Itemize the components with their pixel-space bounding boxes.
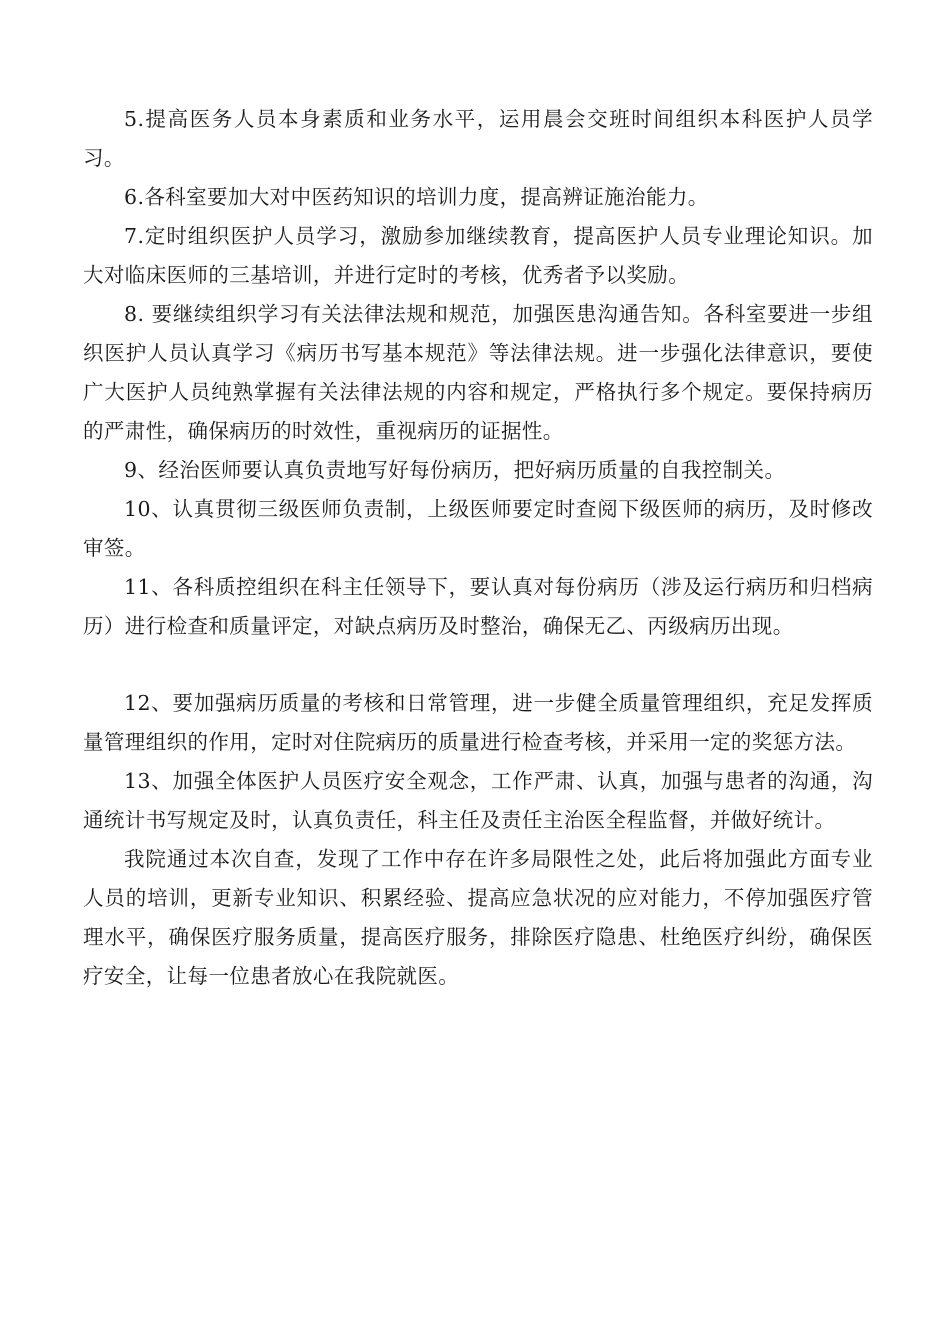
paragraph-item-10: 10、认真贯彻三级医师负责制，上级医师要定时查阅下级医师的病历，及时修改审签。 (83, 497, 873, 560)
paragraph-item-12: 12、要加强病历质量的考核和日常管理，进一步健全质量管理组织，充足发挥质量管理组织的作用，定时对住院病历的质量进行检查考核，并采用一定的奖惩方法。 (83, 691, 873, 754)
paragraph-item-7: 7.定时组织医护人员学习，激励参加继续教育，提高医护人员专业理论知识。加大对临床医师的三基培训，并进行定时的考核，优秀者予以奖励。 (83, 224, 873, 287)
paragraph-conclusion: 我院通过本次自查，发现了工作中存在许多局限性之处，此后将加强此方面专业人员的培训，更新专业知识、积累经验、提高应急状况的应对能力，不停加强医疗管理水平，确保医疗服务质量，提高医疗服务，排除医疗隐患、杜绝医疗纠纷，确保医疗安全，让每一位患者放心在我院就医。 (83, 847, 873, 988)
paragraph-item-11: 11、各科质控组织在科主任领导下，要认真对每份病历（涉及运行病历和归档病历）进行检查和质量评定，对缺点病历及时整治，确保无乙、丙级病历出现。 (83, 575, 873, 638)
document-body (83, 100, 873, 996)
paragraph-item-6: 6.各科室要加大对中医药知识的培训力度，提高辨证施治能力。 (124, 185, 709, 209)
paragraph-item-13: 13、加强全体医护人员医疗安全观念，工作严肃、认真，加强与患者的沟通，沟通统计书写规定及时，认真负责任，科主任及责任主治医全程监督，并做好统计。 (83, 769, 873, 832)
paragraph-item-8: 8. 要继续组织学习有关法律法规和规范，加强医患沟通告知。各科室要进一步组织医护人员认真学习《病历书写基本规范》等法律法规。进一步强化法律意识，要使广大医护人员纯熟掌握有关法律法规的内容和规定，严格执行多个规定。要保持病历的严肃性，确保病历的时效性，重视病历的证据性。 (83, 302, 873, 443)
paragraph-item-9: 9、经治医师要认真负责地写好每份病历，把好病历质量的自我控制关。 (124, 458, 786, 482)
paragraph-item-5: 5.提高医务人员本身素质和业务水平，运用晨会交班时间组织本科医护人员学习。 (83, 107, 873, 170)
